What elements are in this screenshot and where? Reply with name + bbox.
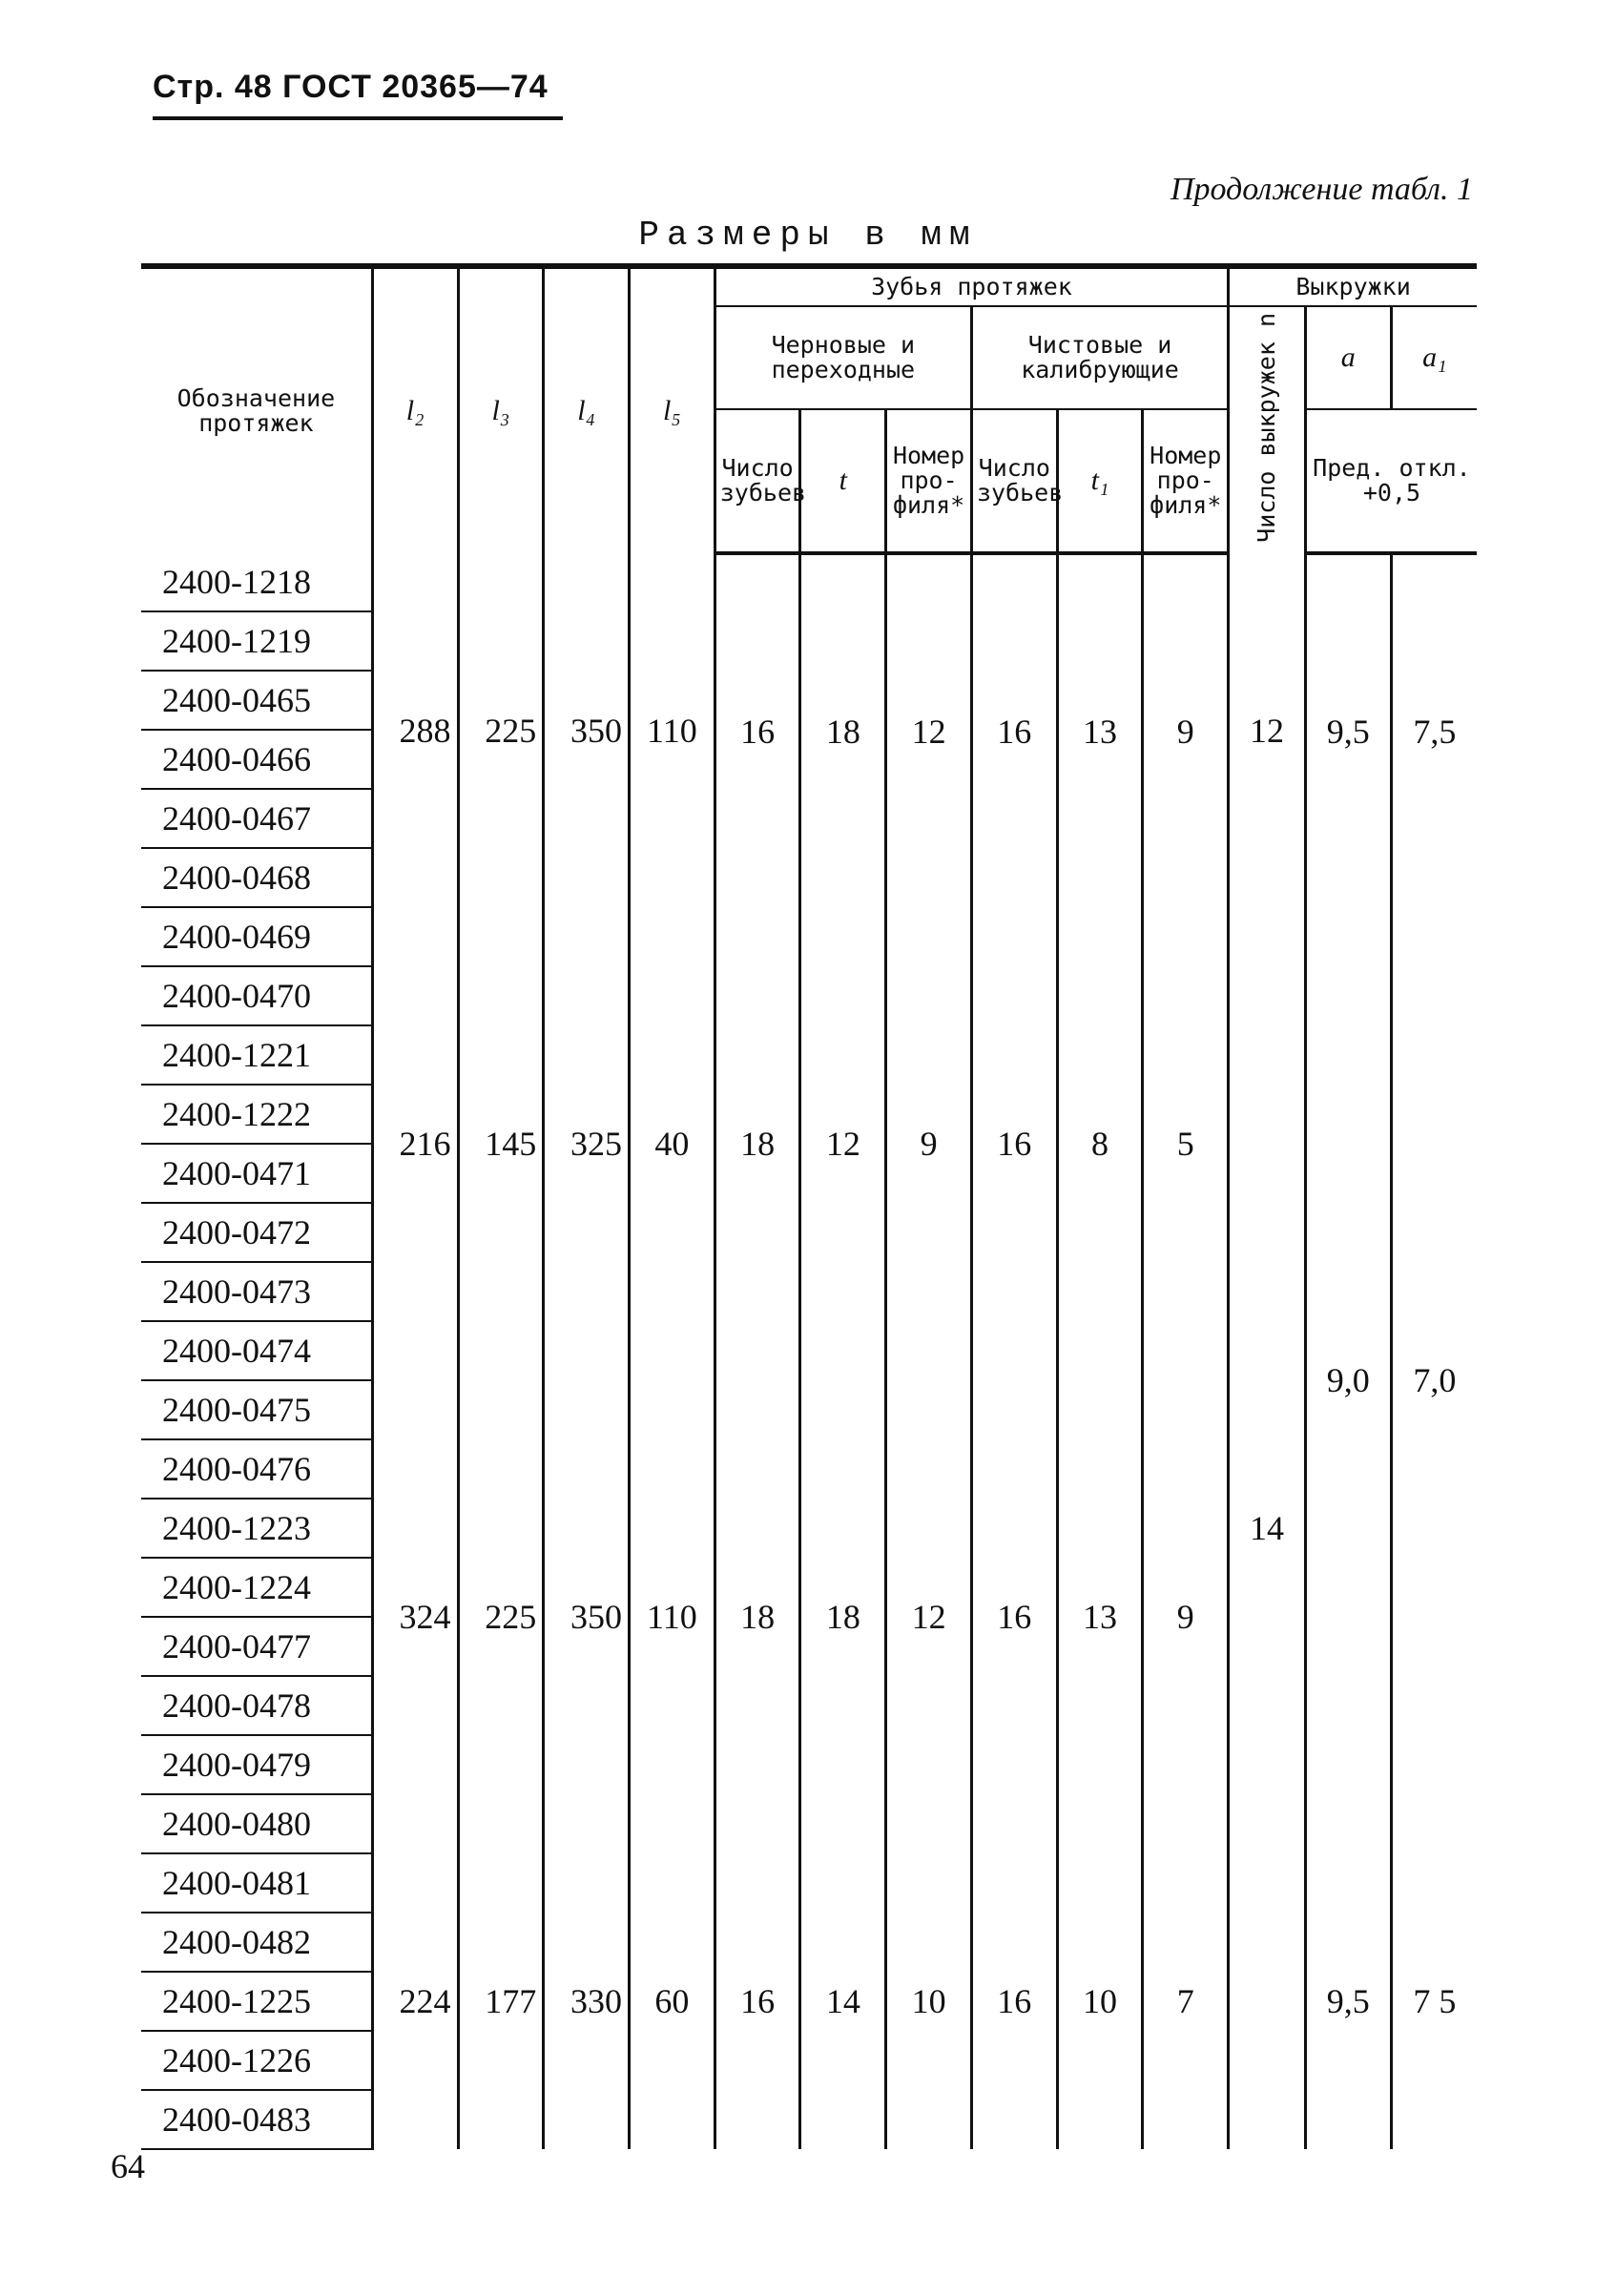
- cell-l5: 110: [630, 553, 715, 907]
- designation-cell: 2400-0473: [141, 1262, 372, 1321]
- col-l4: l₄: [544, 266, 630, 553]
- col-finish-teeth: Число зубьев: [971, 409, 1057, 554]
- designation-cell: 2400-0469: [141, 907, 372, 966]
- designation-cell: 2400-0477: [141, 1617, 372, 1676]
- designation-cell: 2400-0478: [141, 1676, 372, 1735]
- cell-t: 14: [800, 1853, 886, 2149]
- cell-recess-count: 14: [1229, 907, 1306, 2149]
- col-rough-profile: Номер про-филя*: [886, 409, 972, 554]
- col-recess-count: [1229, 306, 1306, 553]
- col-finish-profile: Номер про-филя*: [1143, 409, 1229, 554]
- table-continuation-caption: Продолжение табл. 1: [1170, 172, 1473, 207]
- cell-a1: 7 5: [1391, 1853, 1477, 2149]
- designation-cell: 2400-0481: [141, 1853, 372, 1913]
- cell-t1: 8: [1057, 907, 1143, 1380]
- col-group-rough: Черновые и переходные: [715, 306, 971, 409]
- cell-l3: 145: [458, 907, 544, 1380]
- running-head: Стр. 48 ГОСТ 20365—74: [153, 69, 549, 105]
- cell-l2: 324: [372, 1380, 458, 1853]
- cell-l5: 40: [630, 907, 715, 1380]
- designation-cell: 2400-0476: [141, 1439, 372, 1499]
- cell-t: 18: [800, 1380, 886, 1853]
- designation-cell: 2400-0470: [141, 966, 372, 1025]
- col-group-teeth: Зубья протяжек: [715, 266, 1228, 306]
- col-l3: l₃: [458, 266, 544, 553]
- col-a: a: [1305, 306, 1391, 409]
- cell-a1: 7,0: [1391, 907, 1477, 1853]
- designation-cell: 2400-0471: [141, 1144, 372, 1203]
- cell-rough-teeth: 16: [715, 553, 800, 907]
- cell-finish-profile: 9: [1143, 1380, 1229, 1853]
- designation-cell: 2400-1224: [141, 1558, 372, 1617]
- cell-l3: 177: [458, 1853, 544, 2149]
- cell-l2: 216: [372, 907, 458, 1380]
- cell-t1: 10: [1057, 1853, 1143, 2149]
- designation-cell: 2400-1221: [141, 1025, 372, 1085]
- designation-cell: 2400-0475: [141, 1380, 372, 1439]
- col-designation: Обозначение протяжек: [141, 266, 372, 553]
- designation-cell: 2400-1223: [141, 1499, 372, 1558]
- cell-t: 18: [800, 553, 886, 907]
- cell-a1: 7,5: [1391, 553, 1477, 907]
- recess-count-label: Число выкружек n: [1252, 313, 1280, 544]
- cell-l4: 350: [544, 1380, 630, 1853]
- designation-cell: 2400-0472: [141, 1203, 372, 1262]
- col-l5: l₅: [630, 266, 715, 553]
- cell-rough-teeth: 18: [715, 907, 800, 1380]
- col-group-recesses: Выкружки: [1229, 266, 1477, 306]
- designation-cell: 2400-0474: [141, 1321, 372, 1380]
- cell-t1: 13: [1057, 553, 1143, 907]
- cell-l2: 288: [372, 553, 458, 907]
- cell-rough-profile: 12: [886, 553, 972, 907]
- designation-cell: 2400-1219: [141, 611, 372, 671]
- cell-l3: 225: [458, 1380, 544, 1853]
- designation-cell: 2400-0467: [141, 789, 372, 848]
- table-body: [141, 553, 1477, 2149]
- cell-finish-profile: 9: [1143, 553, 1229, 907]
- cell-t: 12: [800, 907, 886, 1380]
- cell-rough-profile: 12: [886, 1380, 972, 1853]
- designation-cell: 2400-0483: [141, 2090, 372, 2149]
- col-t: t: [800, 409, 886, 554]
- cell-rough-teeth: 16: [715, 1853, 800, 2149]
- designation-cell: 2400-1226: [141, 2031, 372, 2090]
- cell-l5: 60: [630, 1853, 715, 2149]
- designation-cell: 2400-0479: [141, 1735, 372, 1794]
- table-row: [141, 553, 1477, 611]
- broach-dimensions-table: [141, 263, 1477, 2150]
- cell-rough-profile: 9: [886, 907, 972, 1380]
- cell-finish-teeth: 16: [971, 1380, 1057, 1853]
- cell-a: 9,0: [1305, 907, 1391, 1853]
- designation-cell: 2400-0465: [141, 671, 372, 730]
- cell-finish-teeth: 16: [971, 553, 1057, 907]
- designation-cell: 2400-1218: [141, 553, 372, 611]
- col-tolerance: Пред. откл. +0,5: [1305, 409, 1477, 554]
- col-l2: l₂: [372, 266, 458, 553]
- designation-cell: 2400-1222: [141, 1085, 372, 1144]
- cell-finish-teeth: 16: [971, 907, 1057, 1380]
- col-rough-teeth: Число зубьев: [715, 409, 800, 554]
- designation-cell: 2400-0480: [141, 1794, 372, 1853]
- col-t1: t₁: [1057, 409, 1143, 554]
- cell-l3: 225: [458, 553, 544, 907]
- cell-l4: 350: [544, 553, 630, 907]
- table-row: [141, 907, 1477, 966]
- designation-cell: 2400-0466: [141, 730, 372, 789]
- cell-l2: 224: [372, 1853, 458, 2149]
- designation-cell: 2400-0468: [141, 848, 372, 907]
- cell-recess-count: 12: [1229, 553, 1306, 907]
- cell-finish-profile: 7: [1143, 1853, 1229, 2149]
- cell-l4: 330: [544, 1853, 630, 2149]
- cell-l5: 110: [630, 1380, 715, 1853]
- col-a1: a₁: [1391, 306, 1477, 409]
- cell-a: 9,5: [1305, 1853, 1391, 2149]
- page-number: 64: [111, 2147, 145, 2185]
- cell-rough-profile: 10: [886, 1853, 972, 2149]
- cell-a: 9,5: [1305, 553, 1391, 907]
- header-rule: [153, 116, 563, 120]
- cell-finish-profile: 5: [1143, 907, 1229, 1380]
- designation-cell: 2400-1225: [141, 1972, 372, 2031]
- cell-t1: 13: [1057, 1380, 1143, 1853]
- cell-l4: 325: [544, 907, 630, 1380]
- cell-finish-teeth: 16: [971, 1853, 1057, 2149]
- designation-cell: 2400-0482: [141, 1913, 372, 1972]
- cell-rough-teeth: 18: [715, 1380, 800, 1853]
- col-group-finish: Чистовые и калибрующие: [971, 306, 1228, 409]
- units-caption: Размеры в мм: [638, 216, 978, 255]
